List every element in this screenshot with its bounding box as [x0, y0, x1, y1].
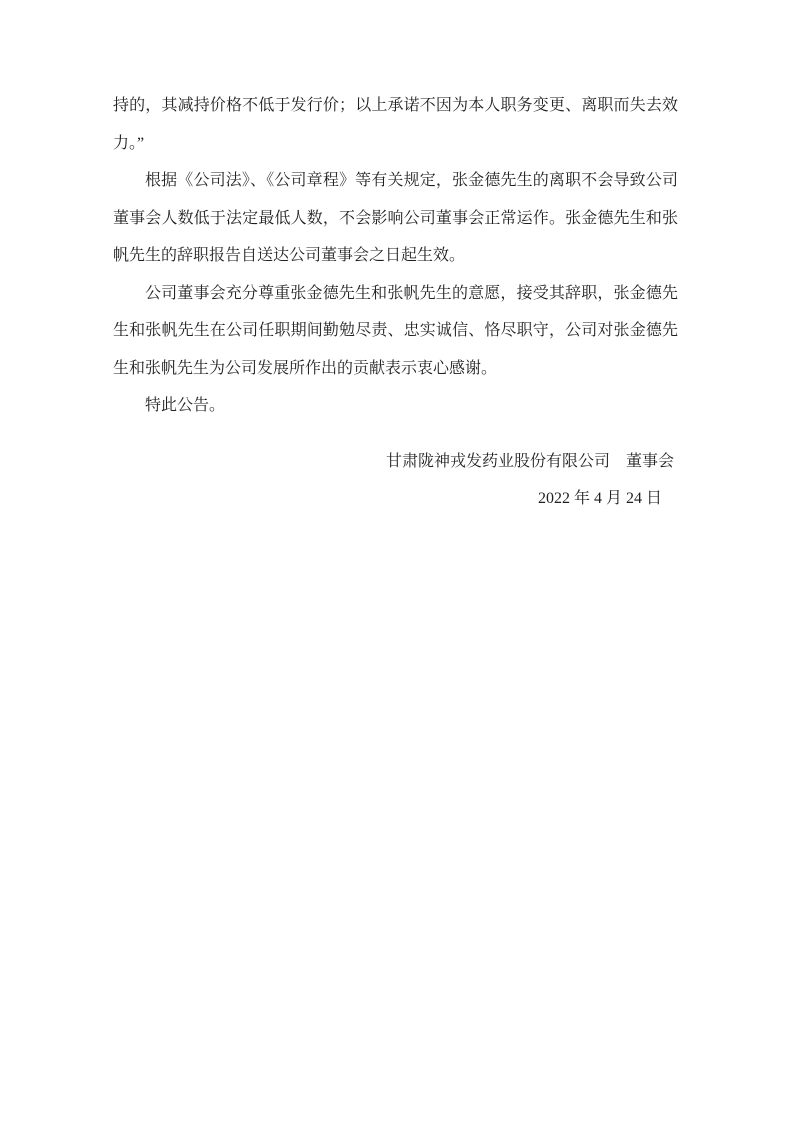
text-line: 持的，其减持价格不低于发行价；以上承诺不因为本人职务变更、离职而失去效	[113, 97, 678, 114]
text-line: 生和张帆先生在公司任职期间勤勉尽责、忠实诚信、恪尽职守，公司对张金德先	[113, 322, 678, 339]
text-line: 公司董事会充分尊重张金德先生和张帆先生的意愿，接受其辞职，张金德先	[145, 284, 678, 302]
text-line: 特此公告。	[145, 397, 226, 414]
date-line: 2022 年 4 月 24 日	[537, 490, 662, 507]
document-body	[113, 87, 678, 518]
text-line: 帆先生的辞职报告自送达公司董事会之日起生效。	[113, 247, 466, 264]
body-paragraph-lines	[113, 87, 678, 425]
text-line: 董事会人数低于法定最低人数，不会影响公司董事会正常运作。张金德先生和张	[113, 209, 678, 227]
signature-line: 甘肃陇神戎发药业股份有限公司 董事会	[385, 452, 674, 470]
text-line: 根据《公司法》、《公司章程》等有关规定，张金德先生的离职不会导致公司	[145, 172, 678, 189]
signature-block-spacer	[113, 425, 678, 443]
text-line: 力。”	[113, 134, 145, 152]
text-line: 生和张帆先生为公司发展所作出的贡献表示衷心感谢。	[113, 359, 498, 377]
